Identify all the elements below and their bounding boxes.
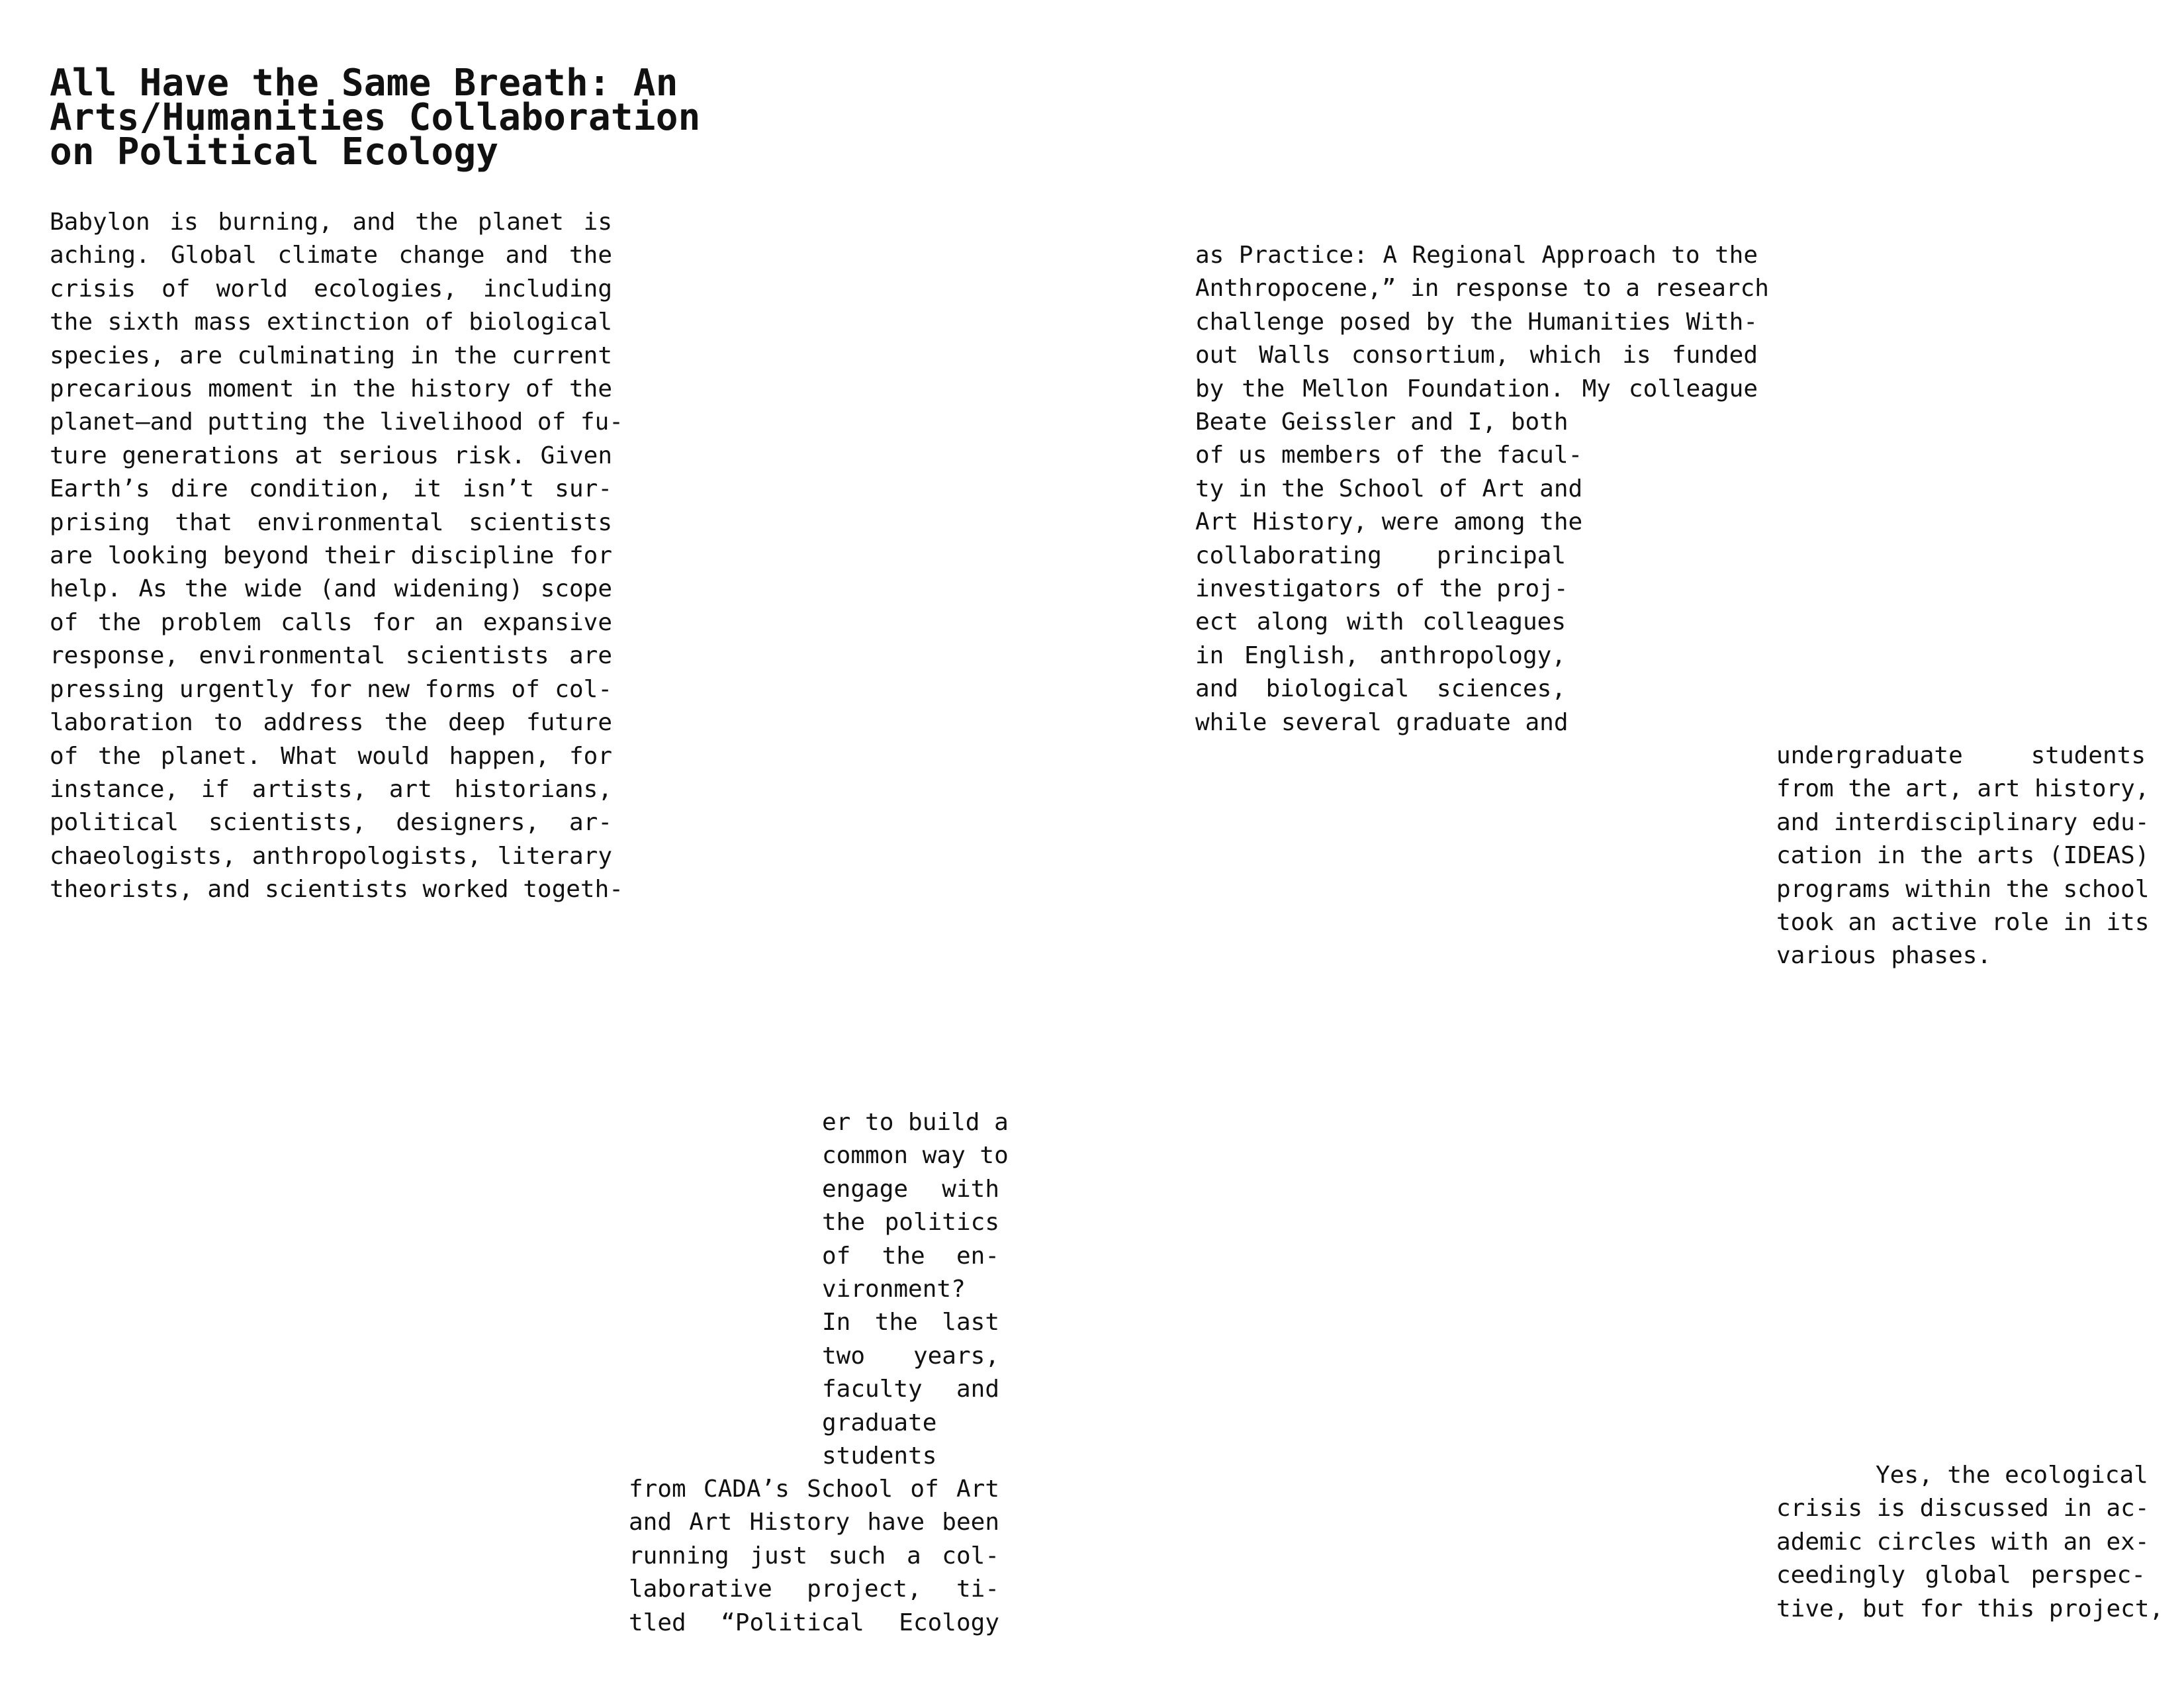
text-line: Beate Geissler and I, both [1195, 408, 1569, 436]
text-line: of the planet. What would happen, for [50, 742, 612, 770]
text-line: cation in the arts (IDEAS) [1776, 842, 2150, 870]
text-line: response, environmental scientists are [50, 642, 612, 670]
text-line: and interdisciplinary edu- [1776, 808, 2150, 836]
text-line: faculty and [822, 1376, 999, 1403]
text-line: tled “Political Ecology [629, 1609, 999, 1636]
title-line: Arts/Humanities Collaboration [50, 96, 701, 139]
text-line: aching. Global climate change and the [50, 242, 612, 269]
text-line: undergraduate students [1776, 742, 2146, 769]
text-line: out Walls consortium, which is funded [1195, 342, 1758, 369]
text-line: running just such a col- [629, 1542, 999, 1570]
text-line: er to build a [822, 1109, 1009, 1136]
text-line: precarious moment in the history of the [50, 375, 612, 403]
text-line: help. As the wide (and widening) scope [50, 575, 612, 603]
text-line: pressing urgently for new forms of col- [50, 675, 612, 703]
text-line: of the problem calls for an expansive [50, 608, 612, 636]
text-line: prising that environmental scientists [50, 508, 612, 536]
text-line: in English, anthropology, [1195, 641, 1566, 669]
text-line: from CADA’s School of Art [629, 1476, 999, 1503]
text-line: chaeologists, anthropologists, literary [50, 842, 612, 870]
text-line: programs within the school [1776, 875, 2150, 903]
text-line: students [822, 1442, 937, 1470]
text-line: laborative project, ti- [629, 1575, 999, 1603]
text-line: crisis is discussed in ac- [1776, 1495, 2150, 1523]
text-line: graduate [822, 1409, 937, 1436]
text-line: laboration to address the deep future [50, 709, 612, 737]
text-line: instance, if artists, art historians, [50, 775, 612, 803]
text-column-question [822, 1106, 1009, 1473]
text-line: challenge posed by the Humanities With- [1195, 308, 1758, 336]
text-line: Yes, the ecological [1876, 1462, 2148, 1489]
text-line: of the en- [822, 1242, 999, 1270]
text-line: are looking beyond their discipline for [50, 542, 612, 570]
text-line: and biological sciences, [1195, 675, 1566, 703]
text-column-intro [50, 206, 623, 907]
text-line: while several graduate and [1195, 708, 1569, 736]
text-line: two years, [822, 1342, 999, 1370]
article-title [50, 62, 791, 173]
text-column-ecological-crisis [1776, 1459, 2164, 1626]
text-line: tive, but for this project, [1776, 1595, 2164, 1622]
text-line: theorists, and scientists worked togeth- [50, 876, 623, 904]
text-line: the sixth mass extinction of biological [50, 308, 612, 336]
text-line: the politics [822, 1209, 999, 1237]
text-line: Art History, were among the [1195, 508, 1583, 536]
text-line: ty in the School of Art and [1195, 475, 1583, 502]
text-column-students [1776, 739, 2150, 973]
text-line: from the art, art history, [1776, 775, 2150, 803]
text-line: vironment? [822, 1276, 966, 1303]
text-line: investigators of the proj- [1195, 575, 1569, 603]
text-line: of us members of the facul- [1195, 442, 1583, 469]
text-line: collaborating principal [1195, 541, 1566, 569]
text-line: various phases. [1776, 942, 1992, 970]
text-line: ceedingly global perspec- [1776, 1562, 2146, 1589]
text-line: Babylon is burning, and the planet is [50, 209, 612, 236]
text-line: In the last [822, 1309, 999, 1336]
title-line: All Have the Same Breath: An [50, 62, 678, 105]
text-line: political scientists, designers, ar- [50, 809, 612, 837]
text-line: ture generations at serious risk. Given [50, 442, 612, 469]
text-line: species, are culminating in the current [50, 342, 612, 369]
text-line: planet—and putting the livelihood of fu- [50, 408, 623, 436]
text-line: took an active role in its [1776, 909, 2150, 937]
text-line: and Art History have been [629, 1509, 999, 1536]
text-line: crisis of world ecologies, including [50, 275, 612, 303]
text-line: by the Mellon Foundation. My colleague [1195, 375, 1758, 402]
text-line: Earth’s dire condition, it isn’t sur- [50, 475, 612, 503]
text-column-cada [629, 1473, 999, 1640]
text-column-project [1195, 239, 1769, 739]
text-line: ademic circles with an ex- [1776, 1528, 2150, 1556]
text-line: engage with [822, 1175, 999, 1203]
title-line: on Political Ecology [50, 130, 499, 173]
text-line: Anthropocene,” in response to a research [1195, 275, 1769, 303]
text-line: common way to [822, 1142, 1009, 1170]
text-line: as Practice: A Regional Approach to the [1195, 242, 1758, 269]
text-line: ect along with colleagues [1195, 608, 1566, 636]
